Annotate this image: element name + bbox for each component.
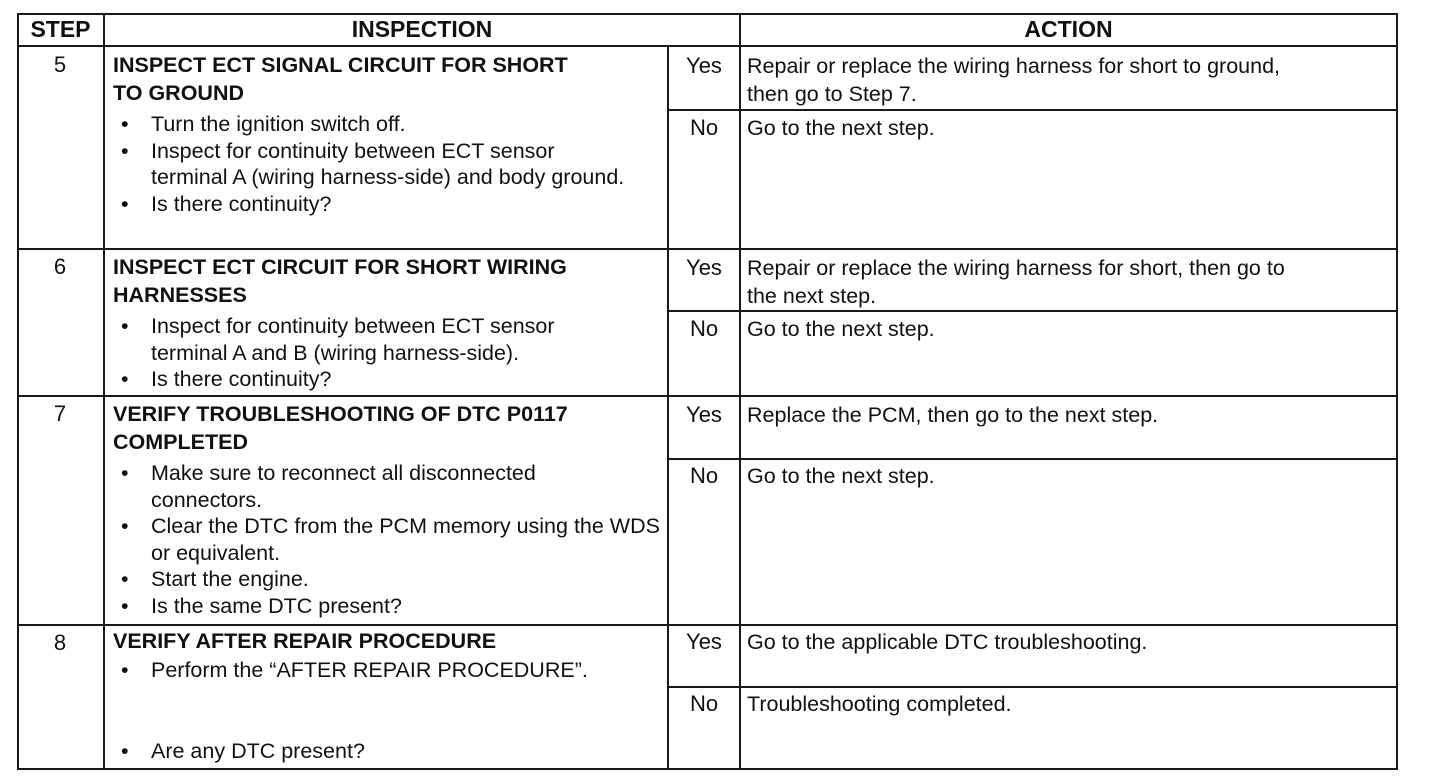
inspection-step: • Is the same DTC present?: [113, 593, 663, 620]
yes-no-divider: [667, 686, 1398, 688]
inspection-step: • Is there continuity?: [113, 366, 663, 393]
action-line: Repair or replace the wiring harness for short, then go to: [747, 256, 1285, 280]
inspection-step: • Perform the “AFTER REPAIR PROCEDURE”.: [113, 657, 663, 684]
yes-label: Yes: [686, 53, 722, 78]
header-divider: [17, 45, 1398, 47]
inspection-step: • Turn the ignition switch off.: [113, 111, 663, 138]
inspection-title: [113, 400, 663, 456]
header-inspection: INSPECTION: [351, 16, 493, 42]
title-line: INSPECT ECT SIGNAL CIRCUIT FOR SHORT: [113, 53, 568, 77]
inspection-title: [113, 51, 663, 107]
inspection-step: • Inspect for continuity between ECT sensor terminal A (wiring harness-side) and body ground.: [113, 138, 631, 191]
no-label: No: [689, 463, 719, 488]
title-line: INSPECT ECT CIRCUIT FOR SHORT WIRING: [113, 255, 567, 279]
action-line: Repair or replace the wiring harness for short to ground,: [747, 54, 1280, 78]
step-column-divider: [103, 13, 105, 770]
header-action: ACTION: [1024, 16, 1113, 42]
inspection-steps: [113, 111, 663, 217]
inspection-step: • Start the engine.: [113, 566, 663, 593]
step-number: 7: [53, 401, 67, 426]
inspection-title: [113, 253, 663, 309]
no-label: No: [689, 316, 719, 341]
inspection-steps: [113, 313, 663, 393]
yes-action: Go to the applicable DTC troubleshooting.: [747, 630, 1148, 654]
no-action: Troubleshooting completed.: [747, 692, 1012, 716]
step-number: 5: [53, 52, 67, 77]
title-line: COMPLETED: [113, 430, 248, 454]
inspection-step: • Make sure to reconnect all disconnected connectors.: [113, 460, 631, 513]
action-line: the next step.: [747, 284, 877, 308]
yes-no-divider: [667, 310, 1398, 312]
step-number: 6: [53, 254, 67, 279]
inspection-steps: [113, 460, 663, 619]
header-step: STEP: [30, 16, 91, 42]
no-action: Go to the next step.: [747, 464, 935, 488]
yes-no-divider: [667, 458, 1398, 460]
inspection-steps: [113, 738, 663, 765]
title-line: TO GROUND: [113, 81, 244, 105]
title-line: VERIFY AFTER REPAIR PROCEDURE: [113, 629, 497, 653]
inspection-step: • Inspect for continuity between ECT sensor terminal A and B (wiring harness-side).: [113, 313, 631, 366]
no-action: Go to the next step.: [747, 317, 935, 341]
table-border-right: [1396, 13, 1398, 770]
title-line: VERIFY TROUBLESHOOTING OF DTC P0117: [113, 402, 568, 426]
title-line: HARNESSES: [113, 283, 247, 307]
no-action: Go to the next step.: [747, 116, 935, 140]
inspection-step: • Are any DTC present?: [113, 738, 663, 765]
row-divider: [17, 624, 1398, 626]
action-column-divider: [739, 13, 741, 770]
yes-no-column-divider: [667, 46, 669, 770]
inspection-steps: [113, 657, 663, 684]
inspection-step: • Clear the DTC from the PCM memory using the WDS or equivalent.: [113, 513, 661, 566]
table-border-left: [17, 13, 19, 770]
row-divider: [17, 395, 1398, 397]
inspection-step: • Is there continuity?: [113, 191, 663, 218]
yes-label: Yes: [686, 629, 722, 654]
step-number: 8: [53, 630, 67, 655]
table-border-bottom: [17, 768, 1398, 770]
yes-no-divider: [667, 109, 1398, 111]
row-divider: [17, 248, 1398, 250]
action-line: then go to Step 7.: [747, 82, 917, 106]
yes-action: [747, 254, 1387, 310]
no-label: No: [689, 115, 719, 140]
yes-action: [747, 52, 1387, 108]
yes-label: Yes: [686, 402, 722, 427]
yes-action: Replace the PCM, then go to the next step.: [747, 403, 1159, 427]
yes-label: Yes: [686, 255, 722, 280]
inspection-title: [113, 627, 663, 655]
no-label: No: [689, 691, 719, 716]
